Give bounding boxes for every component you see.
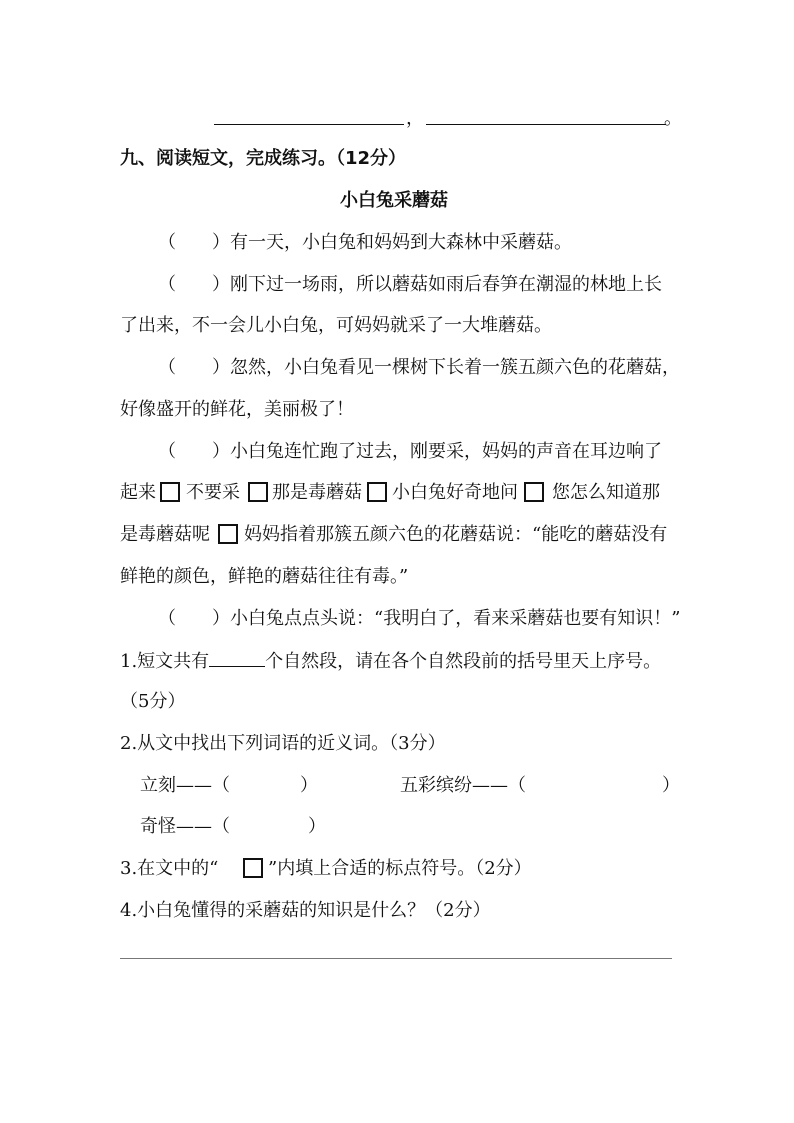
paragraph-4-line-1: （ ）小白兔连忙跑了过去，刚要采，妈妈的声音在耳边响了 bbox=[158, 441, 662, 462]
paragraph-4-line-2-e: 您怎么知道那 bbox=[552, 482, 660, 503]
question-2: 2.从文中找出下列词语的近义词。（3分） bbox=[120, 733, 446, 754]
question-4: 4.小白兔懂得的采蘑菇的知识是什么？（2分） bbox=[120, 900, 491, 921]
question-3-part-a: 3.在文中的“ bbox=[120, 858, 219, 879]
paragraph-5: （ ）小白兔点点头说：“我明白了，看来采蘑菇也要有知识！” bbox=[158, 608, 681, 629]
synonym-word-1-close: ） bbox=[300, 775, 318, 796]
passage-title: 小白兔采蘑菇 bbox=[340, 190, 448, 211]
question-1 bbox=[120, 652, 661, 671]
punctuation-box-1[interactable] bbox=[160, 482, 180, 502]
question-1-part-b: 个自然段，请在各个自然段前的括号里天上序号。 bbox=[265, 651, 662, 672]
comma: ， bbox=[406, 108, 424, 129]
punctuation-box-5[interactable] bbox=[218, 524, 238, 544]
synonym-word-3-close: ） bbox=[308, 816, 326, 837]
paragraph-4-line-3-a: 是毒蘑菇呢 bbox=[120, 524, 210, 545]
section-heading: 九、阅读短文，完成练习。（12分） bbox=[120, 148, 407, 169]
paragraph-4-line-2-a: 起来 bbox=[120, 482, 156, 503]
question-3-part-b: ”内填上合适的标点符号。（2分） bbox=[268, 858, 532, 879]
answer-line-q4[interactable] bbox=[120, 958, 672, 959]
answer-line-2 bbox=[426, 124, 666, 125]
paragraph-3-line-2: 好像盛开的鲜花，美丽极了！ bbox=[120, 399, 354, 420]
paragraph-4-line-2-b: 不要采 bbox=[186, 482, 240, 503]
paragraph-2-line-2: 了出来，不一会儿小白兔，可妈妈就采了一大堆蘑菇。 bbox=[120, 315, 552, 336]
paragraph-3-line-1: （ ）忽然，小白兔看见一棵树下长着一簇五颜六色的花蘑菇， bbox=[158, 357, 680, 378]
paragraph-4-line-2-c: 那是毒蘑菇 bbox=[272, 482, 362, 503]
synonym-word-3: 奇怪——（ bbox=[140, 816, 230, 837]
punctuation-box-3[interactable] bbox=[367, 482, 387, 502]
synonym-word-2-close: ） bbox=[662, 775, 680, 796]
question-3-box bbox=[243, 858, 263, 878]
paragraph-2-line-1: （ ）刚下过一场雨，所以蘑菇如雨后春笋在潮湿的林地上长 bbox=[158, 274, 662, 295]
period: 。 bbox=[664, 108, 682, 129]
question-1-score: （5分） bbox=[120, 691, 186, 712]
synonym-word-1: 立刻——（ bbox=[140, 775, 230, 796]
paragraph-4-line-2-d: 小白兔好奇地问 bbox=[392, 482, 518, 503]
answer-line-1 bbox=[214, 124, 404, 125]
paragraph-4-line-3-b: 妈妈指着那簇五颜六色的花蘑菇说：“能吃的蘑菇没有 bbox=[244, 524, 668, 545]
paragraph-4-line-4: 鲜艳的颜色，鲜艳的蘑菇往往有毒。” bbox=[120, 566, 409, 587]
punctuation-box-4[interactable] bbox=[524, 482, 544, 502]
question-1-blank[interactable] bbox=[209, 652, 265, 667]
synonym-word-2: 五彩缤纷——（ bbox=[400, 775, 526, 796]
paragraph-1: （ ）有一天，小白兔和妈妈到大森林中采蘑菇。 bbox=[158, 232, 572, 253]
question-1-part-a: 1.短文共有 bbox=[120, 651, 210, 672]
punctuation-box-2[interactable] bbox=[248, 482, 268, 502]
